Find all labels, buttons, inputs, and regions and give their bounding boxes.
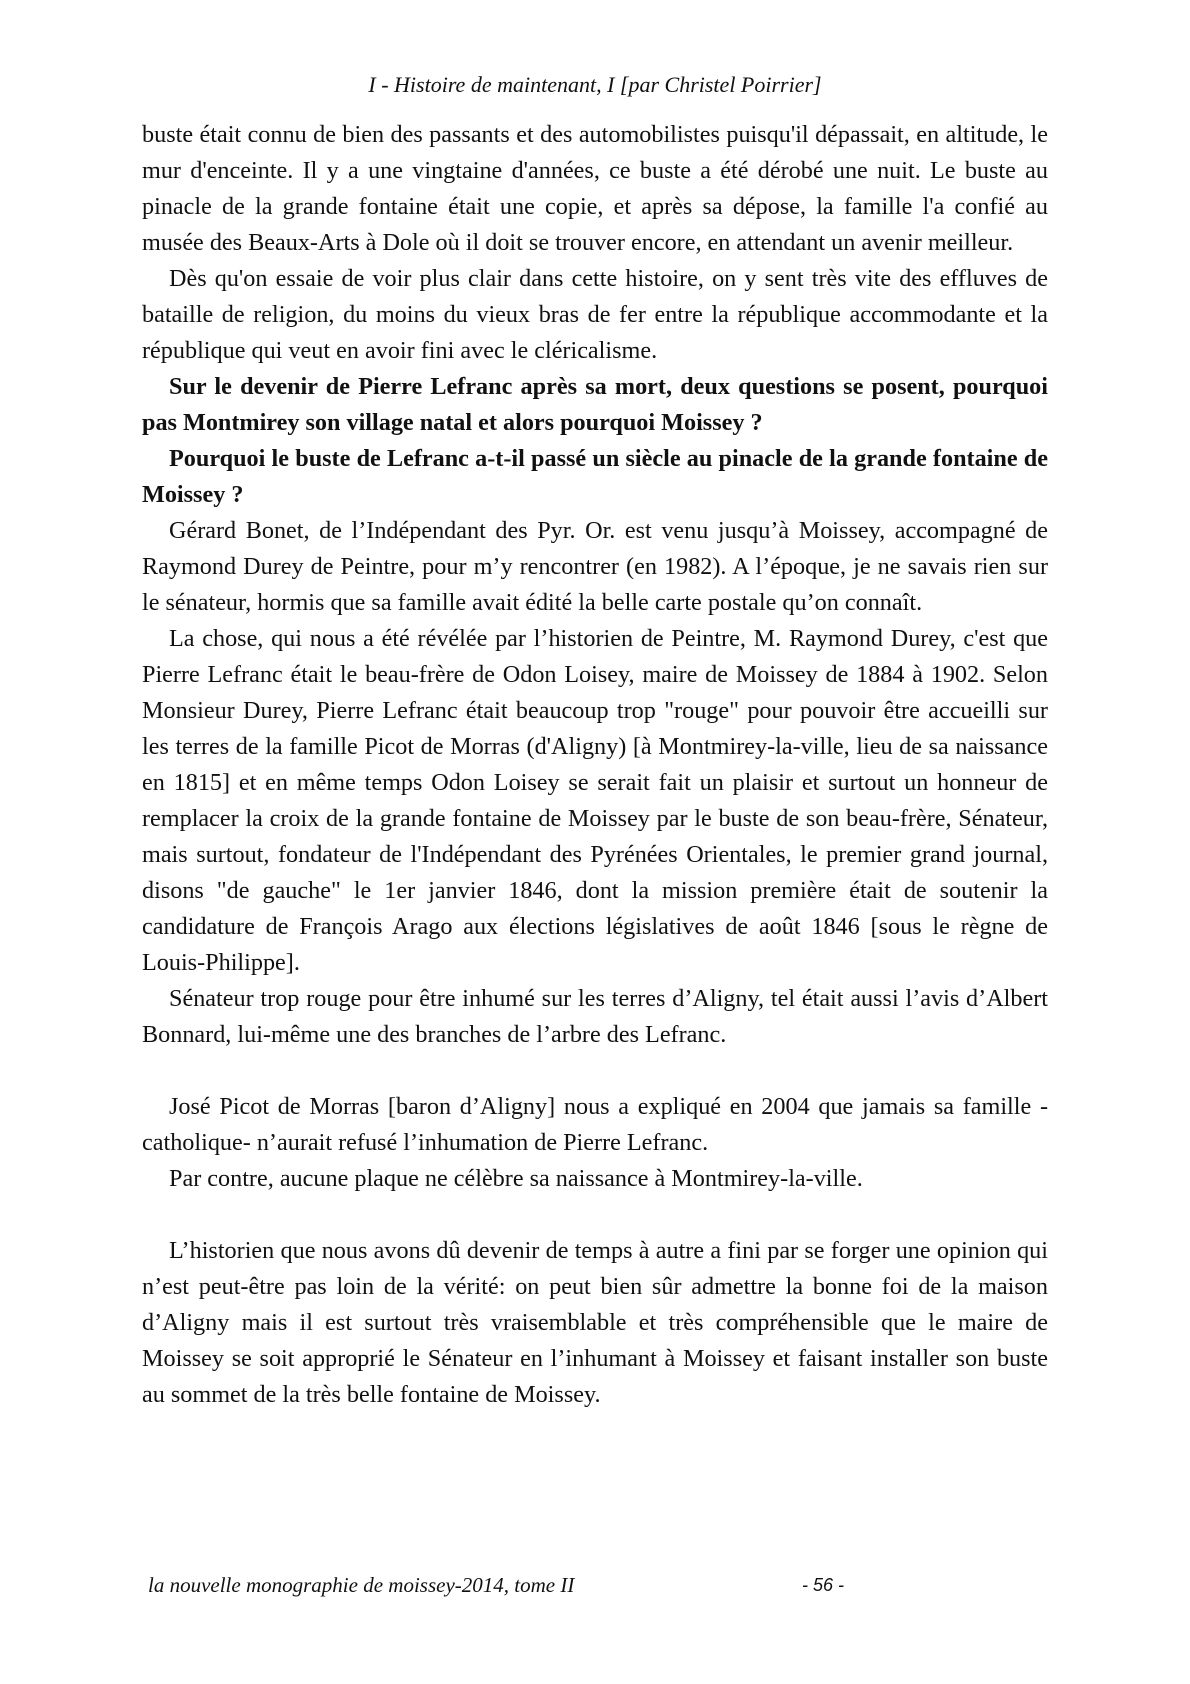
paragraph-bust-history: buste était connu de bien des passants et des automobilistes puisqu'il dépassait, en altitude, le mur d'enceinte. Il y a une vingtaine d'années, ce buste a été dérobé une nuit. Le buste au pinacle de la grande fontaine était une copie, et après sa dépose, la famille l'a confié au musée des Beaux-Arts à Dole où il doit se trouver encore, en attendant un avenir meilleur.	[142, 121, 1048, 256]
paragraph-durey-revelation: La chose, qui nous a été révélée par l’historien de Peintre, M. Raymond Durey, c'est que Pierre Lefranc était le beau-frère de Odon Loisey, maire de Moissey de 1884 à 1902. Selon Monsieur Durey, Pierre Lefranc était beaucoup trop "rouge" pour pouvoir être accueilli sur les terres de la famille Picot de Morras (d'Aligny) [à Montmirey-la-ville, lieu de sa naissance en 1815] et en même temps Odon Loisey se serait fait un plaisir et surtout un honneur de remplacer la croix de la grande fontaine de Moissey par le buste de son beau-frère, Sénateur, mais surtout, fondateur de l'Indépendant des Pyrénées Orientales, le premier grand journal, disons "de gauche" le 1er janvier 1846, dont la mission première était de soutenir la candidature de François Arago aux élections législatives de août 1846 [sous le règne de Louis-Philippe].	[142, 625, 1048, 976]
paragraph-religion-conflict: Dès qu'on essaie de voir plus clair dans cette histoire, on y sent très vite des effluves de bataille de religion, du moins du vieux bras de fer entre la république accommodante et la république qui veut en avoir fini avec le cléricalisme.	[142, 265, 1048, 364]
question-burial-place: Sur le devenir de Pierre Lefranc après sa mort, deux questions se posent, pourquoi pas Montmirey son village natal et alors pourquoi Moissey ?	[142, 373, 1048, 436]
paragraph-no-plaque: Par contre, aucune plaque ne célèbre sa naissance à Montmirey-la-ville.	[169, 1165, 863, 1192]
question-bust-pinnacle: Pourquoi le buste de Lefranc a-t-il passé un siècle au pinacle de la grande fontaine de Moissey ?	[142, 445, 1048, 508]
paragraph-albert-bonnard-opinion: Sénateur trop rouge pour être inhumé sur les terres d’Aligny, tel était aussi l’avis d’Albert Bonnard, lui-même une des branches de l’arbre des Lefranc.	[142, 985, 1048, 1048]
paragraph-jose-picot-explanation: José Picot de Morras [baron d’Aligny] nous a expliqué en 2004 que jamais sa famille -catholique- n’aurait refusé l’inhumation de Pierre Lefranc.	[142, 1093, 1048, 1156]
page-body	[142, 117, 1048, 1413]
page-footer	[148, 1571, 1048, 1599]
paragraph-gap	[142, 1053, 1048, 1089]
paragraph-gerard-bonet-visit: Gérard Bonet, de l’Indépendant des Pyr. Or. est venu jusqu’à Moissey, accompagné de Raymond Durey de Peintre, pour m’y rencontrer (en 1982). A l’époque, je ne savais rien sur le sénateur, hormis que sa famille avait édité la belle carte postale qu’on connaît.	[142, 517, 1048, 616]
paragraph-historian-conclusion: L’historien que nous avons dû devenir de temps à autre a fini par se forger une opinion qui n’est peut-être pas loin de la vérité: on peut bien sûr admettre la bonne foi de la maison d’Aligny mais il est surtout très vraisemblable et très compréhensible que le maire de Moissey se soit approprié le Sénateur en l’inhumant à Moissey et faisant installer son buste au sommet de la très belle fontaine de Moissey.	[142, 1237, 1048, 1408]
paragraph-gap	[142, 1197, 1048, 1233]
page-number: - 56 -	[802, 1575, 845, 1595]
footer-book-title: la nouvelle monographie de moissey-2014, tome II	[148, 1573, 575, 1597]
running-header: I - Histoire de maintenant, I [par Christel Poirrier]	[368, 72, 822, 97]
